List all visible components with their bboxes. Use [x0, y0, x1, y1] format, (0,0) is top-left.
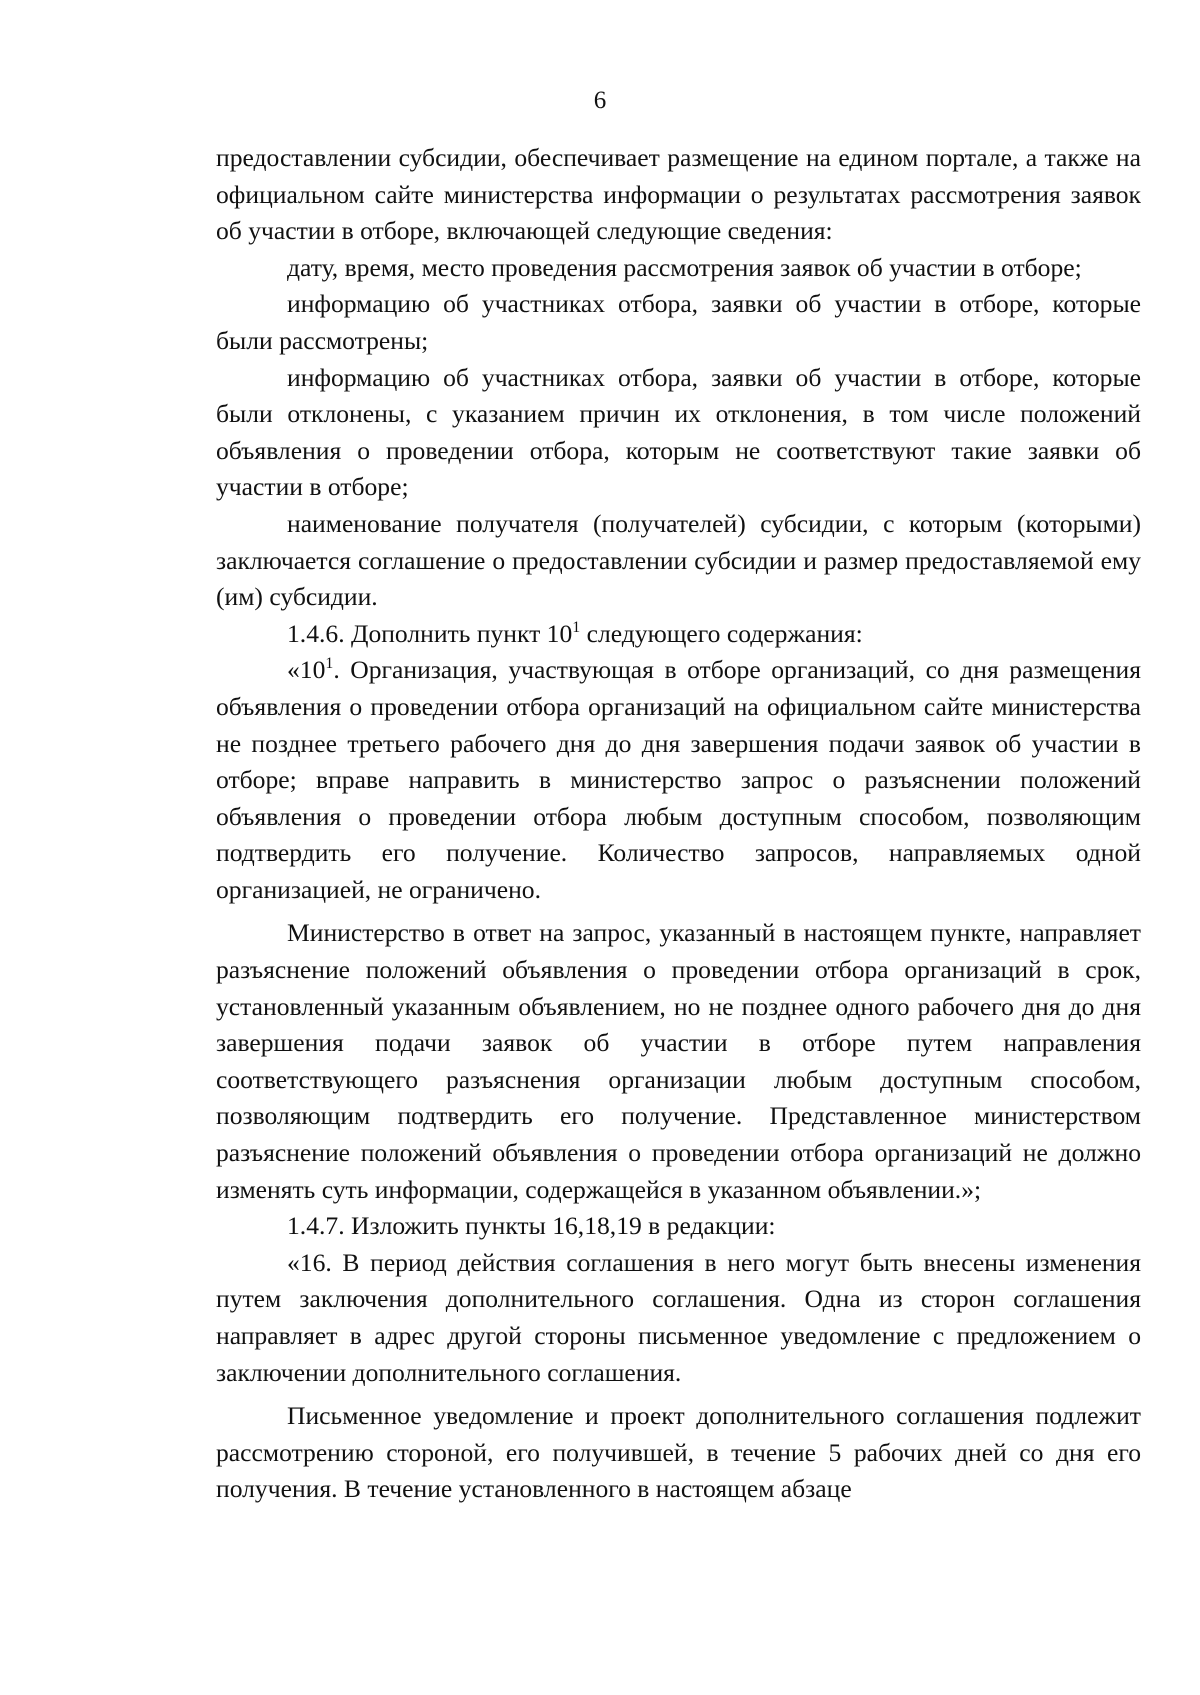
point-10-1-text-start: «10 — [287, 655, 326, 685]
point-10-1-text-end: . Организация, участвующая в отборе организаций, со дня размещения объявления о проведении отбора организаций на официальном сайте министерства не позднее третьего рабочего дня до дня завершения подачи заявок об участии в отборе; вправе направить в министерство запрос о разъяснении положений объявления о проведении отбора любым доступным способом, позволяющим подтвердить его получение. Количество запросов, направляемых одной организацией, не ограничено. — [216, 655, 1141, 904]
paragraph-point-16: «16. В период действия соглашения в него могут быть внесены изменения путем заключения дополнительного соглашения. Одна из сторон соглашения направляет в адрес другой стороны письменное уведомление с предложением о заключении дополнительного соглашения. — [216, 1247, 1141, 1387]
paragraph-written-notice: Письменное уведомление и проект дополнительного соглашения подлежит рассмотрению стороной, его получившей, в течение 5 рабочих дней со дня его получения. В течение установленного в настоящем абзаце — [216, 1401, 1141, 1504]
page-number: 6 — [593, 87, 607, 114]
point-10-1-superscript: 1 — [325, 655, 334, 673]
paragraph-item-1-4-6 — [216, 616, 1141, 653]
paragraph-reviewed-applications: информацию об участниках отбора, заявки об участии в отборе, которые были рассмотрены; — [216, 289, 1141, 355]
paragraph-ministry-response: Министерство в ответ на запрос, указанный в настоящем пункте, направляет разъяснение положений объявления о проведении отбора организаций в срок, установленный указанным объявлением, но не позднее одного рабочего дня до дня завершения подачи заявок об участии в отборе путем направления соответствующего разъяснения организации любым доступным способом, позволяющим подтвердить его получение. Представленное министерством разъяснение положений объявления о проведении отбора организаций не должно изменять суть информации, содержащейся в указанном объявлении.»; — [216, 918, 1141, 1204]
item-1-4-6-text-end: следующего содержания: — [580, 618, 863, 648]
item-1-4-6-superscript: 1 — [572, 618, 581, 636]
paragraph-rejected-applications: информацию об участниках отбора, заявки об участии в отборе, которые были отклонены, с указанием причин их отклонения, в том числе положений объявления о проведении отбора, которым не соответствуют такие заявки об участии в отборе; — [216, 362, 1141, 502]
paragraph-publication-info: предоставлении субсидии, обеспечивает размещение на едином портале, а также на официальном сайте министерства информации о результатах рассмотрения заявок об участии в отборе, включающей следующие сведения: — [216, 143, 1141, 246]
paragraph-recipient-name: наименование получателя (получателей) субсидии, с которым (которыми) заключается соглашение о предоставлении субсидии и размер предоставляемой ему (им) субсидии. — [216, 508, 1141, 612]
paragraph-item-1-4-7: 1.4.7. Изложить пункты 16,18,19 в редакции: — [287, 1211, 776, 1241]
item-1-4-6-text-start: 1.4.6. Дополнить пункт 10 — [287, 618, 573, 648]
paragraph-point-10-1 — [216, 652, 1141, 908]
document-body — [216, 140, 1141, 1508]
paragraph-date-time-place: дату, время, место проведения рассмотрения заявок об участии в отборе; — [287, 252, 1082, 282]
